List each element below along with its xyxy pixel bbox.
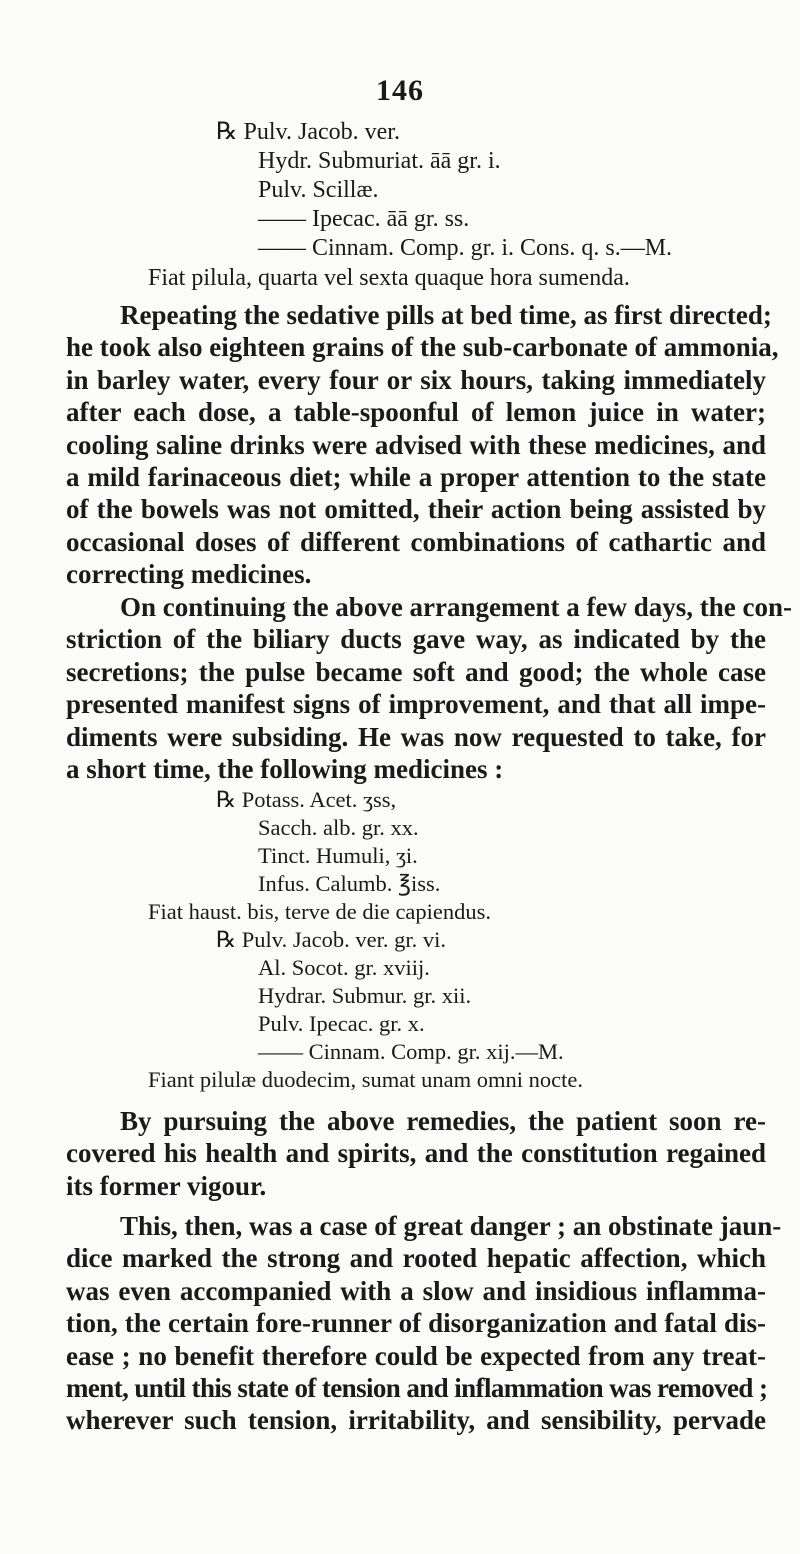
rx-line: Al. Socot. gr. xviij. <box>258 955 430 980</box>
text-line: cooling saline drinks were advised with these medicines, and <box>66 429 766 460</box>
text-line: ment, until this state of tension and inflammation was removed ; <box>66 1373 768 1404</box>
rx-line: —— Cinnam. Comp. gr. xij.—M. <box>258 1039 564 1064</box>
rx-line: Tinct. Humuli, ʒi. <box>258 843 418 868</box>
paragraph-3 <box>66 1105 766 1202</box>
rx-line: Hydrar. Submur. gr. xii. <box>258 983 472 1008</box>
rx-line: Fiant pilulæ duodecim, sumat unam omni nocte. <box>148 1067 583 1092</box>
paragraph-4 <box>66 1210 782 1437</box>
text-line: wherever such tension, irritability, and sensibility, pervade <box>66 1405 766 1436</box>
text-line: after each dose, a table-spoonful of lemon juice in water; <box>66 397 766 428</box>
text-line: dice marked the strong and rooted hepatic affection, which <box>66 1243 766 1274</box>
paragraph-2 <box>66 591 792 785</box>
text-line: in barley water, every four or six hours, taking immediately <box>66 364 766 395</box>
text-line: Repeating the sedative pills at bed time, as first directed; <box>120 300 772 330</box>
text-line: striction of the biliary ducts gave way, as indicated by the <box>66 624 766 655</box>
text-line: he took also eighteen grains of the sub-carbonate of ammonia, <box>66 332 779 363</box>
rx-line: —— Ipecac. āā gr. ss. <box>258 206 470 232</box>
rx-line: ℞ Pulv. Jacob. ver. gr. vi. <box>216 927 446 952</box>
text-line: tion, the certain fore-runner of disorganization and fatal dis- <box>66 1308 766 1339</box>
rx-line: ℞ Pulv. Jacob. ver. <box>216 119 400 145</box>
text-line: its former vigour. <box>66 1170 267 1201</box>
text-line: This, then, was a case of great danger ; an obstinate jaun- <box>120 1211 782 1241</box>
text-line: secretions; the pulse became soft and good; the whole case <box>66 656 766 687</box>
rx-line: Hydr. Submuriat. āā gr. i. <box>258 148 501 174</box>
paragraph-1 <box>66 299 779 591</box>
text-line: By pursuing the above remedies, the patient soon re- <box>120 1106 766 1136</box>
rx-line: Infus. Calumb. ℥iss. <box>258 871 441 896</box>
text-line: On continuing the above arrangement a few days, the con- <box>120 592 792 622</box>
text-line: was even accompanied with a slow and insidious inflamma- <box>66 1275 766 1306</box>
text-line: a mild farinaceous diet; while a proper attention to the state <box>66 462 766 493</box>
rx-line: Pulv. Scillæ. <box>258 177 379 203</box>
text-line: presented manifest signs of improvement, and that all impe- <box>66 689 766 720</box>
rx-line: —— Cinnam. Comp. gr. i. Cons. q. s.—M. <box>258 235 673 261</box>
rx-line: Sacch. alb. gr. xx. <box>258 815 419 840</box>
text-line: covered his health and spirits, and the constitution regained <box>66 1138 766 1169</box>
text-line: correcting medicines. <box>66 559 312 590</box>
rx-line: Fiat haust. bis, terve de die capiendus. <box>148 899 492 924</box>
text-line: occasional doses of different combinations of cathartic and <box>66 526 766 557</box>
text-line: ease ; no benefit therefore could be expected from any treat- <box>66 1340 766 1371</box>
text-line: a short time, the following medicines : <box>66 754 504 785</box>
text-line: diments were subsiding. He was now requested to take, for <box>66 721 766 752</box>
text-line: of the bowels was not omitted, their action being assisted by <box>66 494 766 525</box>
rx-line: Fiat pilula, quarta vel sexta quaque hora sumenda. <box>148 265 630 291</box>
page-number: 146 <box>376 74 424 107</box>
rx-line: ℞ Potass. Acet. ʒss, <box>216 787 397 812</box>
rx-line: Pulv. Ipecac. gr. x. <box>258 1011 425 1036</box>
